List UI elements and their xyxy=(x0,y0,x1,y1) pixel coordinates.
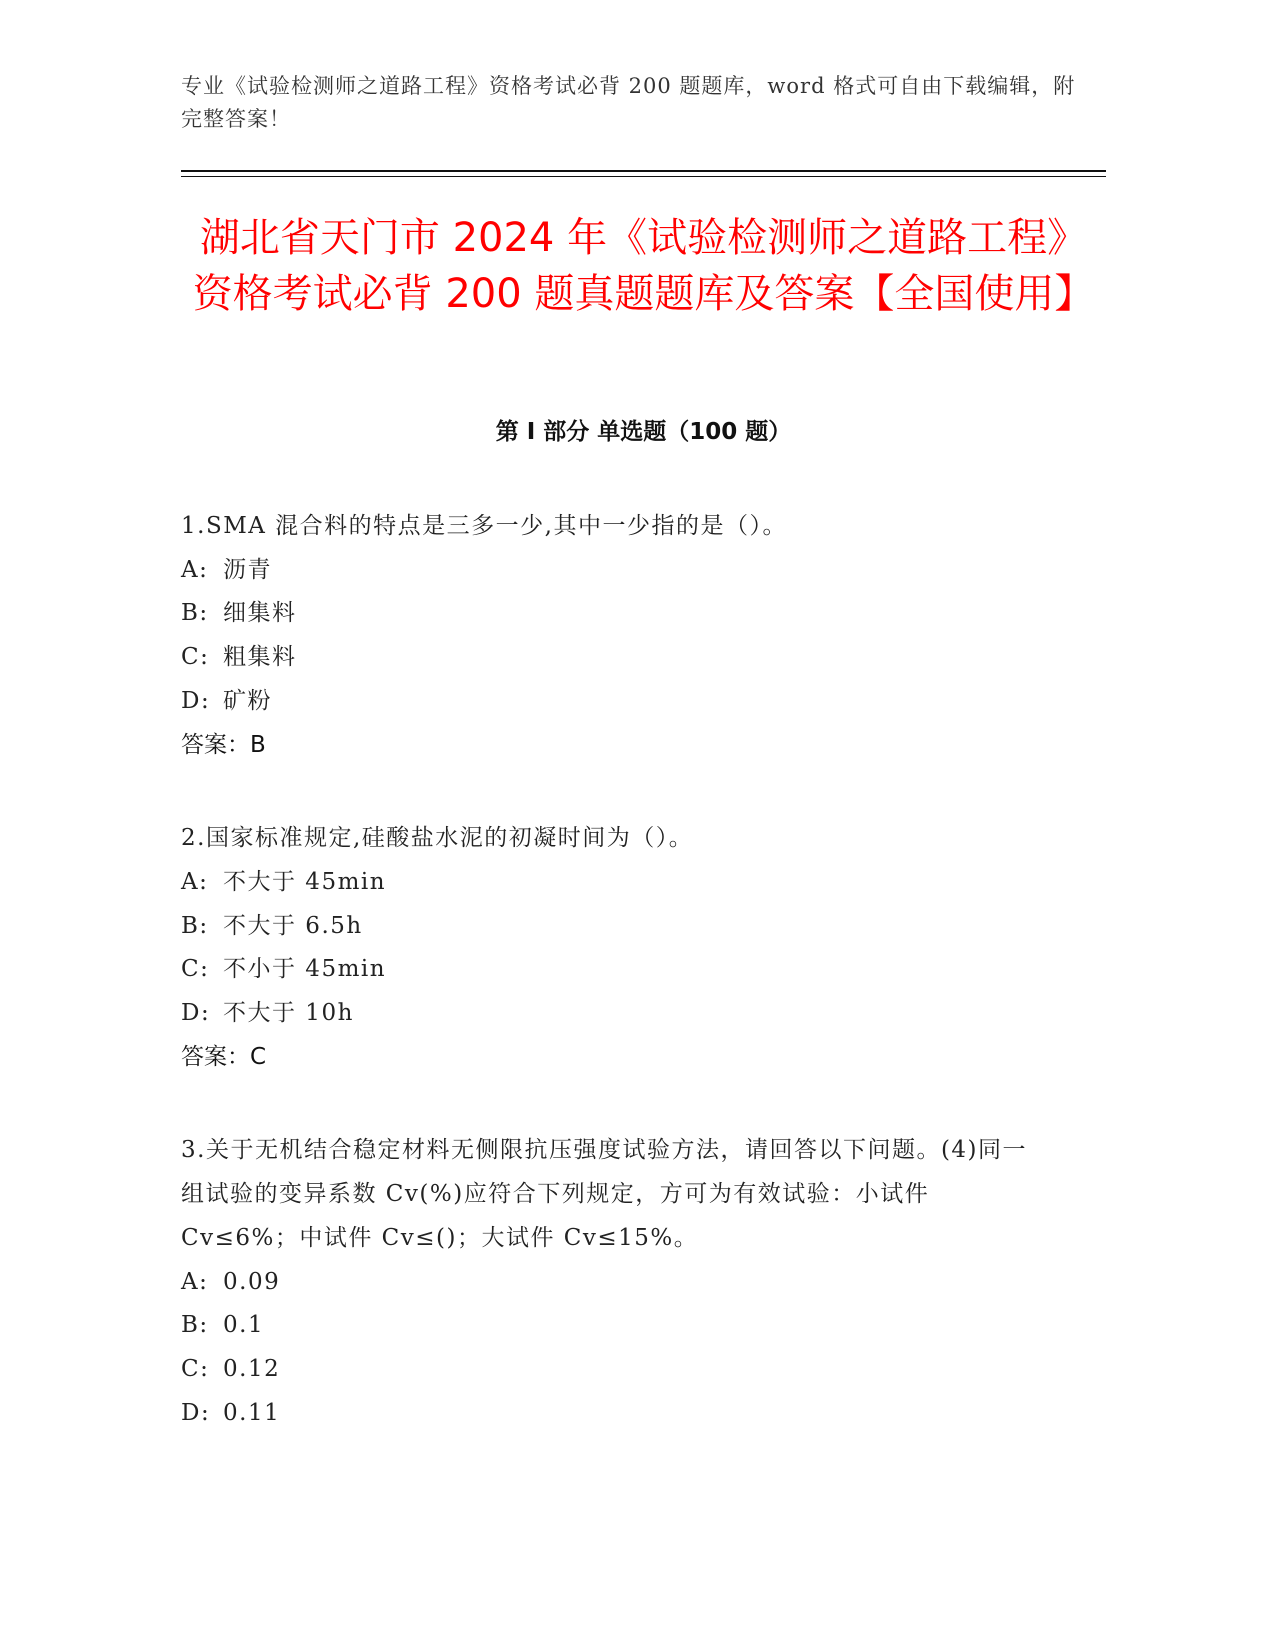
option-label: D: xyxy=(181,1399,211,1426)
header-rule-thin xyxy=(181,176,1106,177)
option-text: 沥青 xyxy=(223,556,272,583)
option-label: B: xyxy=(181,912,209,939)
option-d xyxy=(181,992,1031,1036)
question-list xyxy=(181,505,1031,1485)
option-label: D: xyxy=(181,1000,211,1027)
option-a xyxy=(181,1261,1031,1305)
option-d xyxy=(181,680,1031,724)
header-note: 专业《试验检测师之道路工程》资格考试必背 200 题题库，word 格式可自由下载编辑，附完整答案！ xyxy=(181,74,1076,131)
option-b xyxy=(181,905,1031,949)
option-c xyxy=(181,948,1031,992)
option-c xyxy=(181,1348,1031,1392)
answer-text: 答案：B xyxy=(181,731,266,758)
option-text: 粗集料 xyxy=(223,644,297,671)
option-label: A: xyxy=(181,1268,209,1295)
option-label: D: xyxy=(181,687,211,714)
option-text: 细集料 xyxy=(223,600,297,627)
option-label: A: xyxy=(181,556,209,583)
question-2 xyxy=(181,817,1031,1079)
header-rule-thick xyxy=(181,170,1106,172)
option-d xyxy=(181,1392,1031,1436)
question-3 xyxy=(181,1129,1031,1435)
option-b xyxy=(181,592,1031,636)
option-text: 0.1 xyxy=(223,1312,265,1339)
option-b xyxy=(181,1304,1031,1348)
option-text: 不小于 45min xyxy=(223,956,387,983)
option-text: 0.09 xyxy=(223,1268,281,1295)
option-label: B: xyxy=(181,1312,209,1339)
answer-text: 答案：C xyxy=(181,1043,267,1070)
option-label: B: xyxy=(181,600,209,627)
option-text: 0.12 xyxy=(223,1355,281,1382)
option-text: 0.11 xyxy=(223,1399,281,1426)
question-1 xyxy=(181,505,1031,767)
option-text: 不大于 45min xyxy=(223,868,387,895)
option-label: A: xyxy=(181,868,209,895)
option-label: C: xyxy=(181,644,210,671)
option-label: C: xyxy=(181,1355,210,1382)
option-a xyxy=(181,549,1031,593)
document-title: 湖北省天门市 2024 年《试验检测师之道路工程》资格考试必背 200 题真题题库及答案【全国使用】 xyxy=(192,215,1095,317)
question-stem: 3.关于无机结合稳定材料无侧限抗压强度试验方法，请回答以下问题。(4)同一组试验的变异系数 Cv(%)应符合下列规定，方可为有效试验：小试件 Cv≤6%；中试件 Cv≤()；大试件 Cv≤15%。 xyxy=(181,1137,1028,1251)
question-stem: 1.SMA 混合料的特点是三多一少,其中一少指的是（）。 xyxy=(181,513,787,539)
option-text: 矿粉 xyxy=(223,687,272,714)
question-stem: 2.国家标准规定,硅酸盐水泥的初凝时间为（）。 xyxy=(181,825,694,852)
option-text: 不大于 6.5h xyxy=(223,912,363,939)
option-a xyxy=(181,861,1031,905)
section-heading: 第 I 部分 单选题（100 题） xyxy=(495,419,792,445)
option-c xyxy=(181,636,1031,680)
option-label: C: xyxy=(181,956,210,983)
option-text: 不大于 10h xyxy=(223,1000,354,1027)
